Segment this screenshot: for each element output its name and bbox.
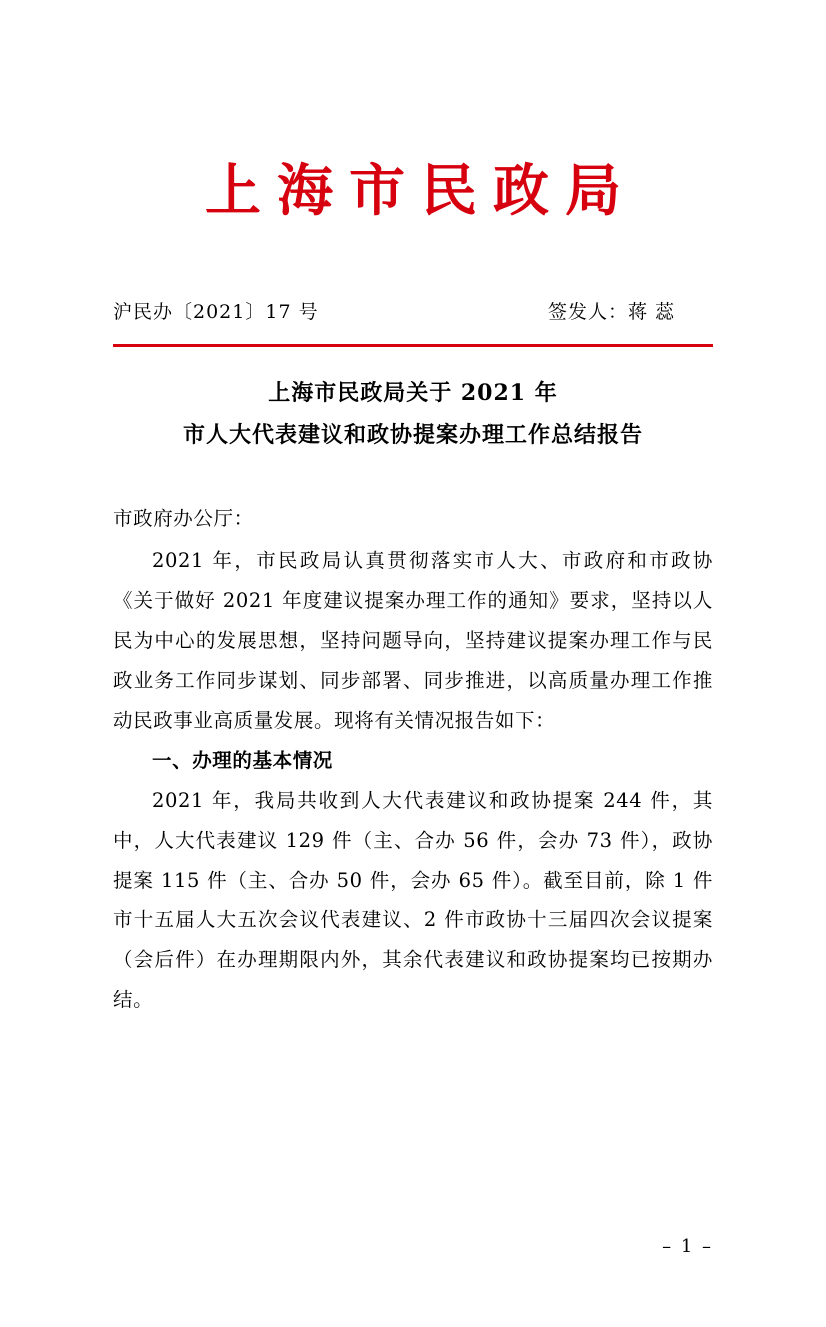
section-heading-1: 一、办理的基本情况 bbox=[152, 748, 333, 772]
body-paragraph-1: 2021 年，市民政局认真贯彻落实市人大、市政府和市政协《关于做好 2021 年度建议提案办理工作的通知》要求，坚持以人民为中心的发展思想，坚持问题导向，坚持建议提案办理工作与民政业务工作同步谋划、同步部署、同步推进，以高质量办理工作推动民政事业高质量发展。现将有关情况报告如下： bbox=[113, 548, 713, 732]
document-number: 沪民办〔2021〕17 号 bbox=[113, 301, 319, 324]
report-title bbox=[113, 373, 713, 457]
issuer-name: 签发人：蒋 蕊 bbox=[547, 301, 675, 324]
addressee-line: 市政府办公厅： bbox=[113, 506, 254, 530]
document-page bbox=[0, 158, 826, 1327]
red-divider-rule bbox=[113, 344, 713, 347]
document-body bbox=[113, 499, 713, 1021]
organization-title: 上海市民政局 bbox=[205, 158, 637, 224]
document-meta-row bbox=[113, 297, 713, 324]
report-title-line-2: 市人大代表建议和政协提案办理工作总结报告 bbox=[182, 421, 643, 448]
body-paragraph-2: 2021 年，我局共收到人大代表建议和政协提案 244 件，其中，人大代表建议 129 件（主、合办 56 件，会办 73 件），政协提案 115 件（主、合办 50 件，会办 65 件）。截至目前，除 1 件市十五届人大五次会议代表建议、2 件市政协十三届四次会议提案（会后件）在办理期限内外，其余代表建议和政协提案均已按期办结。 bbox=[113, 788, 713, 1012]
report-title-line-1: 上海市民政局关于 2021 年 bbox=[268, 380, 558, 407]
page-number: – 1 – bbox=[662, 1236, 713, 1257]
